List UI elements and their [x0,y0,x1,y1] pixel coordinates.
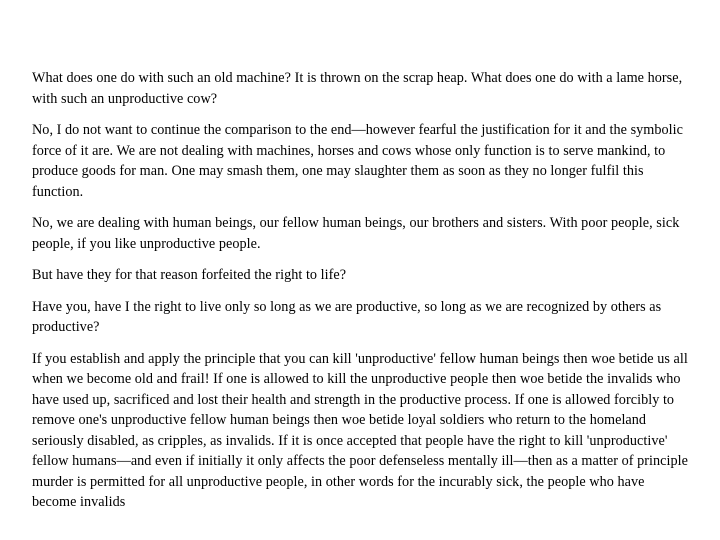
paragraph-human-beings: No, we are dealing with human beings, our fellow human beings, our brothers and sisters. With poor people, sick people, if you like unproductive people. [32,215,680,252]
paragraph-productive: Have you, have I the right to live only so long as we are productive, so long as we are recognized by others as productive? [32,298,662,335]
paragraph-old-machine: What does one do with such an old machine? It is thrown on the scrap heap. What does one do with a lame horse, with such an unproductive cow? [32,70,683,107]
paragraph-comparison: No, I do not want to continue the comparison to the end—however fearful the justification for it and the symbolic force of it are. We are not dealing with machines, horses and cows whose only function is to serve mankind, to produce goods for man. One may smash them, one may slaughter them as soon as they no longer fulfil this function. [32,122,684,200]
paragraph-principle: If you establish and apply the principle that you can kill 'unproductive' fellow human beings then woe betide us all when we become old and frail! If one is allowed to kill the unproductive people then woe betide the invalids who have used up, sacrificed and lost their health and strength in the productive process. If one is allowed forcibly to remove one's unproductive fellow human beings then woe betide loyal soldiers who return to the homeland seriously disabled, as cripples, as invalids. If it is once accepted that people have the right to kill 'unproductive' fellow humans—and even if initially it only affects the poor defenseless mentally ill—then as a matter of principle murder is permitted for all unproductive people, in other words for the incurably sick, the people who have become invalids [32,350,688,510]
paragraph-right-to-life: But have they for that reason forfeited the right to life? [32,267,347,283]
document-body [32,68,692,510]
